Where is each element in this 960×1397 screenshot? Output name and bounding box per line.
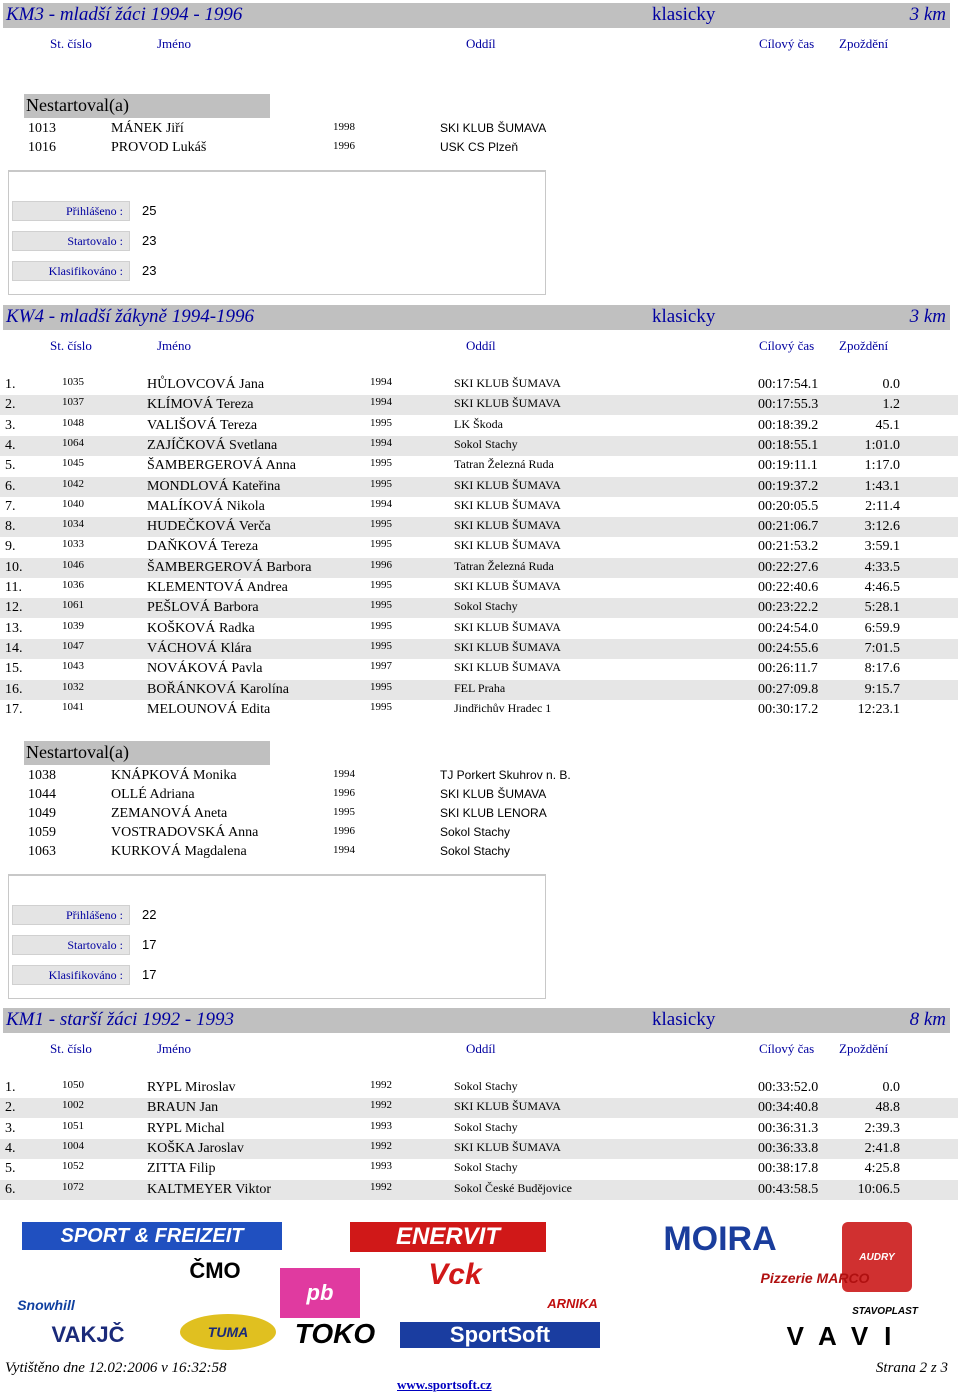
table-row bbox=[0, 619, 958, 639]
bib-number: 1033 bbox=[62, 538, 84, 551]
birth-year: 1994 bbox=[370, 436, 392, 449]
summary-row bbox=[12, 965, 532, 985]
birth-year: 1995 bbox=[333, 806, 355, 818]
table-row bbox=[0, 659, 958, 679]
bib-number: 1002 bbox=[62, 1099, 84, 1112]
athlete-name: KNÁPKOVÁ Monika bbox=[111, 768, 237, 783]
category-distance: 3 km bbox=[909, 306, 946, 327]
list-item bbox=[0, 767, 600, 786]
athlete-name: ŠAMBERGEROVÁ Anna bbox=[147, 458, 296, 474]
summary-value: 23 bbox=[142, 233, 157, 248]
athlete-name: RYPL Michal bbox=[147, 1120, 225, 1136]
sponsor-logo: TOKO bbox=[294, 1318, 376, 1349]
category-title: KW4 - mladší žákyně 1994-1996 bbox=[6, 306, 255, 327]
club-name: Sokol Stachy bbox=[454, 1119, 518, 1134]
result-position: 10. bbox=[5, 559, 23, 575]
bib-number: 1013 bbox=[28, 121, 56, 136]
birth-year: 1996 bbox=[333, 825, 355, 837]
sponsor-logo: VAVI bbox=[786, 1324, 908, 1348]
category-header-kw4 bbox=[3, 305, 950, 330]
col-diff: Zpoždění bbox=[839, 338, 889, 353]
finish-time: 00:23:22.2 bbox=[758, 600, 819, 616]
bib-number: 1040 bbox=[62, 497, 84, 510]
club-name: SKI KLUB ŠUMAVA bbox=[454, 497, 561, 512]
club-name: LK Škoda bbox=[454, 416, 503, 431]
athlete-name: NOVÁKOVÁ Pavla bbox=[147, 661, 263, 677]
finish-time: 00:20:05.5 bbox=[758, 498, 819, 514]
time-behind: 10:06.5 bbox=[857, 1181, 900, 1197]
sponsor-logo: STAVOPLAST bbox=[852, 1305, 918, 1317]
club-name: SKI KLUB ŠUMAVA bbox=[454, 1139, 561, 1154]
website-link[interactable]: www.sportsoft.cz bbox=[397, 1377, 492, 1392]
bib-number: 1045 bbox=[62, 457, 84, 470]
birth-year: 1995 bbox=[370, 457, 392, 470]
athlete-name: PROVOD Lukáš bbox=[111, 140, 207, 155]
category-style: klasicky bbox=[652, 1009, 716, 1030]
athlete-name: KOŠKA Jaroslav bbox=[147, 1140, 244, 1156]
bib-number: 1047 bbox=[62, 639, 84, 652]
club-name: Sokol České Budějovice bbox=[454, 1180, 572, 1195]
result-position: 1. bbox=[5, 377, 16, 392]
athlete-name: KALTMEYER Viktor bbox=[147, 1181, 271, 1197]
time-behind: 9:15.7 bbox=[864, 681, 900, 697]
summary-row bbox=[12, 231, 532, 251]
birth-year: 1995 bbox=[370, 680, 392, 693]
result-position: 7. bbox=[5, 498, 16, 514]
athlete-name: HUDEČKOVÁ Verča bbox=[147, 519, 271, 535]
table-row bbox=[0, 497, 958, 517]
athlete-name: VALIŠOVÁ Tereza bbox=[147, 417, 258, 433]
bib-number: 1049 bbox=[28, 806, 56, 821]
col-name: Jméno bbox=[157, 1041, 191, 1056]
club-name: SKI KLUB ŠUMAVA bbox=[440, 787, 547, 801]
column-headers bbox=[3, 1038, 950, 1058]
birth-year: 1994 bbox=[370, 497, 392, 510]
bib-number: 1041 bbox=[62, 700, 84, 713]
sponsor-logo: SportSoft bbox=[400, 1322, 600, 1348]
birth-year: 1995 bbox=[370, 538, 392, 551]
athlete-name: PEŠLOVÁ Barbora bbox=[147, 600, 259, 616]
birth-year: 1996 bbox=[370, 558, 392, 571]
table-row bbox=[0, 436, 958, 456]
athlete-name: RYPL Miroslav bbox=[147, 1080, 236, 1095]
table-row bbox=[0, 416, 958, 436]
col-num: St. číslo bbox=[50, 338, 92, 353]
birth-year: 1992 bbox=[370, 1099, 392, 1112]
result-position: 17. bbox=[5, 701, 23, 717]
col-diff: Zpoždění bbox=[839, 1041, 889, 1056]
table-row bbox=[0, 1119, 958, 1139]
birth-year: 1992 bbox=[370, 1180, 392, 1193]
birth-year: 1995 bbox=[370, 477, 392, 490]
athlete-name: ŠAMBERGEROVÁ Barbora bbox=[147, 559, 312, 575]
col-time: Cílový čas bbox=[759, 36, 815, 51]
club-name: FEL Praha bbox=[454, 680, 506, 695]
bib-number: 1063 bbox=[28, 844, 56, 859]
table-row bbox=[0, 1078, 958, 1098]
sponsor-logos bbox=[0, 1218, 960, 1353]
club-name: Sokol Stachy bbox=[454, 1079, 518, 1093]
table-row bbox=[0, 558, 958, 578]
club-name: Tatran Železná Ruda bbox=[454, 457, 554, 472]
table-row bbox=[0, 375, 958, 395]
result-position: 2. bbox=[5, 1100, 16, 1116]
athlete-name: KOŠKOVÁ Radka bbox=[147, 620, 255, 636]
result-position: 6. bbox=[5, 478, 16, 494]
club-name: Sokol Stachy bbox=[440, 825, 511, 839]
birth-year: 1994 bbox=[333, 768, 355, 780]
summary-value: 23 bbox=[142, 263, 157, 278]
sponsor-logo: MOIRA bbox=[663, 1222, 777, 1256]
athlete-name: KURKOVÁ Magdalena bbox=[111, 844, 247, 859]
time-behind: 1.2 bbox=[882, 397, 900, 413]
list-item bbox=[0, 843, 600, 862]
athlete-name: HŮLOVCOVÁ Jana bbox=[147, 377, 265, 392]
sponsor-logo: pb bbox=[280, 1268, 360, 1318]
col-club: Oddíl bbox=[466, 36, 496, 51]
birth-year: 1995 bbox=[370, 599, 392, 612]
athlete-name: ZAJÍČKOVÁ Svetlana bbox=[147, 437, 278, 453]
col-time: Cílový čas bbox=[759, 338, 815, 353]
page-number: Strana 2 z 3 bbox=[875, 1360, 948, 1376]
bib-number: 1043 bbox=[62, 660, 84, 673]
time-behind: 48.8 bbox=[875, 1100, 900, 1116]
finish-time: 00:17:54.1 bbox=[758, 377, 819, 392]
bib-number: 1044 bbox=[28, 787, 56, 802]
club-name: Sokol Stachy bbox=[454, 436, 518, 451]
result-position: 5. bbox=[5, 458, 16, 474]
result-position: 16. bbox=[5, 681, 23, 697]
table-row bbox=[0, 1139, 958, 1159]
table-row bbox=[0, 680, 958, 700]
time-behind: 0.0 bbox=[882, 377, 900, 392]
birth-year: 1998 bbox=[333, 121, 355, 133]
summary-row bbox=[12, 201, 532, 221]
bib-number: 1038 bbox=[28, 768, 56, 783]
birth-year: 1995 bbox=[370, 639, 392, 652]
athlete-name: MALÍKOVÁ Nikola bbox=[147, 498, 265, 514]
summary-label: Přihlášeno : bbox=[12, 201, 130, 221]
club-name: SKI KLUB ŠUMAVA bbox=[454, 1099, 561, 1114]
club-name: SKI KLUB ŠUMAVA bbox=[454, 376, 561, 390]
col-num: St. číslo bbox=[50, 36, 92, 51]
time-behind: 2:39.3 bbox=[864, 1120, 900, 1136]
sponsor-logo: ARNIKA bbox=[547, 1295, 598, 1311]
result-position: 4. bbox=[5, 437, 16, 453]
finish-time: 00:27:09.8 bbox=[758, 681, 819, 697]
birth-year: 1995 bbox=[370, 416, 392, 429]
time-behind: 1:43.1 bbox=[864, 478, 900, 494]
summary-row bbox=[12, 261, 532, 281]
result-position: 5. bbox=[5, 1161, 16, 1177]
time-behind: 4:33.5 bbox=[864, 559, 900, 575]
finish-time: 00:36:33.8 bbox=[758, 1140, 819, 1156]
list-item bbox=[0, 120, 600, 139]
result-position: 4. bbox=[5, 1140, 16, 1156]
birth-year: 1993 bbox=[370, 1119, 392, 1132]
table-row bbox=[0, 639, 958, 659]
birth-year: 1994 bbox=[370, 376, 392, 388]
birth-year: 1996 bbox=[333, 140, 355, 152]
sponsor-logo: AUDRY bbox=[842, 1222, 912, 1292]
time-behind: 45.1 bbox=[875, 417, 900, 433]
dns-title: Nestartoval(a) bbox=[24, 741, 270, 765]
summary-value: 17 bbox=[142, 937, 157, 952]
category-distance: 3 km bbox=[909, 4, 946, 25]
category-style: klasicky bbox=[652, 4, 716, 25]
category-style: klasicky bbox=[652, 306, 716, 327]
result-position: 8. bbox=[5, 519, 16, 535]
summary-label: Přihlášeno : bbox=[12, 905, 130, 925]
finish-time: 00:17:55.3 bbox=[758, 397, 819, 413]
birth-year: 1992 bbox=[370, 1139, 392, 1152]
print-date: Vytištěno dne 12.02:2006 v 16:32:58 bbox=[5, 1360, 227, 1376]
result-position: 15. bbox=[5, 661, 23, 677]
col-name: Jméno bbox=[157, 338, 191, 353]
time-behind: 7:01.5 bbox=[864, 640, 900, 656]
club-name: SKI KLUB ŠUMAVA bbox=[454, 660, 561, 675]
bib-number: 1046 bbox=[62, 558, 84, 571]
club-name: SKI KLUB ŠUMAVA bbox=[440, 121, 547, 135]
category-header-km3 bbox=[3, 3, 950, 28]
result-position: 12. bbox=[5, 600, 23, 616]
col-name: Jméno bbox=[157, 36, 191, 51]
summary-row bbox=[12, 905, 532, 925]
club-name: SKI KLUB ŠUMAVA bbox=[454, 518, 561, 533]
table-row bbox=[0, 456, 958, 476]
athlete-name: KLÍMOVÁ Tereza bbox=[147, 397, 254, 413]
time-behind: 6:59.9 bbox=[864, 620, 900, 636]
finish-time: 00:22:27.6 bbox=[758, 559, 819, 575]
time-behind: 1:01.0 bbox=[864, 437, 900, 453]
athlete-name: KLEMENTOVÁ Andrea bbox=[147, 580, 288, 595]
result-position: 9. bbox=[5, 539, 16, 555]
birth-year: 1994 bbox=[333, 844, 355, 856]
finish-time: 00:36:31.3 bbox=[758, 1120, 819, 1136]
birth-year: 1995 bbox=[370, 619, 392, 632]
result-position: 3. bbox=[5, 417, 16, 433]
result-position: 1. bbox=[5, 1080, 16, 1095]
category-title: KM1 - starší žáci 1992 - 1993 bbox=[6, 1009, 234, 1030]
athlete-name: VÁCHOVÁ Klára bbox=[147, 640, 252, 656]
bib-number: 1048 bbox=[62, 416, 84, 429]
finish-time: 00:19:11.1 bbox=[758, 458, 818, 474]
time-behind: 1:17.0 bbox=[864, 458, 900, 474]
birth-year: 1993 bbox=[370, 1160, 392, 1173]
result-position: 6. bbox=[5, 1181, 16, 1197]
athlete-name: DAŇKOVÁ Tereza bbox=[147, 539, 259, 555]
finish-time: 00:43:58.5 bbox=[758, 1181, 819, 1197]
bib-number: 1051 bbox=[62, 1119, 84, 1132]
list-item bbox=[0, 139, 600, 158]
sponsor-logo: TUMA bbox=[180, 1314, 276, 1350]
table-row bbox=[0, 517, 958, 537]
finish-time: 00:22:40.6 bbox=[758, 580, 819, 595]
time-behind: 12:23.1 bbox=[857, 701, 900, 717]
list-item bbox=[0, 824, 600, 843]
club-name: SKI KLUB ŠUMAVA bbox=[454, 477, 561, 492]
birth-year: 1996 bbox=[333, 787, 355, 799]
athlete-name: OLLÉ Adriana bbox=[111, 787, 195, 802]
finish-time: 00:33:52.0 bbox=[758, 1080, 819, 1095]
bib-number: 1042 bbox=[62, 477, 84, 490]
finish-time: 00:30:17.2 bbox=[758, 701, 819, 717]
result-position: 3. bbox=[5, 1120, 16, 1136]
finish-time: 00:24:54.0 bbox=[758, 620, 819, 636]
athlete-name: BOŘÁNKOVÁ Karolína bbox=[147, 681, 289, 697]
club-name: SKI KLUB ŠUMAVA bbox=[454, 639, 561, 654]
col-num: St. číslo bbox=[50, 1041, 92, 1056]
summary-row bbox=[12, 935, 532, 955]
bib-number: 1032 bbox=[62, 680, 84, 693]
table-row bbox=[0, 598, 958, 618]
bib-number: 1034 bbox=[62, 518, 84, 531]
bib-number: 1064 bbox=[62, 436, 84, 449]
table-row bbox=[0, 477, 958, 497]
bib-number: 1016 bbox=[28, 140, 56, 155]
club-name: Sokol Stachy bbox=[454, 1160, 518, 1175]
sponsor-logo: ČMO bbox=[189, 1258, 241, 1283]
bib-number: 1050 bbox=[62, 1079, 84, 1091]
category-title: KM3 - mladší žáci 1994 - 1996 bbox=[6, 4, 243, 25]
time-behind: 2:41.8 bbox=[864, 1140, 900, 1156]
col-time: Cílový čas bbox=[759, 1041, 815, 1056]
birth-year: 1995 bbox=[370, 579, 392, 591]
sponsor-logo: Pizzerie MARCO bbox=[760, 1270, 870, 1286]
bib-number: 1036 bbox=[62, 579, 84, 591]
column-headers bbox=[3, 335, 950, 355]
table-row bbox=[0, 700, 958, 720]
birth-year: 1997 bbox=[370, 660, 392, 673]
summary-value: 22 bbox=[142, 907, 157, 922]
birth-year: 1992 bbox=[370, 1079, 392, 1091]
dns-title: Nestartoval(a) bbox=[24, 94, 270, 118]
summary-value: 17 bbox=[142, 967, 157, 982]
time-behind: 4:25.8 bbox=[864, 1161, 900, 1177]
col-club: Oddíl bbox=[466, 1041, 496, 1056]
finish-time: 00:24:55.6 bbox=[758, 640, 819, 656]
sponsor-logo: VAKJČ bbox=[51, 1322, 125, 1347]
col-diff: Zpoždění bbox=[839, 36, 889, 51]
col-club: Oddíl bbox=[466, 338, 496, 353]
bib-number: 1037 bbox=[62, 396, 84, 409]
birth-year: 1995 bbox=[370, 700, 392, 713]
birth-year: 1995 bbox=[370, 518, 392, 531]
finish-time: 00:21:53.2 bbox=[758, 539, 819, 555]
table-row bbox=[0, 1180, 958, 1200]
time-behind: 0.0 bbox=[882, 1080, 900, 1095]
club-name: SKI KLUB ŠUMAVA bbox=[454, 579, 561, 593]
athlete-name: MELOUNOVÁ Edita bbox=[147, 701, 271, 717]
result-position: 11. bbox=[5, 580, 22, 595]
sponsor-logo: Snowhill bbox=[17, 1297, 75, 1313]
club-name: Tatran Železná Ruda bbox=[454, 558, 554, 573]
category-header-km1 bbox=[3, 1008, 950, 1033]
table-row bbox=[0, 578, 958, 598]
table-row bbox=[0, 395, 958, 415]
time-behind: 8:17.6 bbox=[864, 661, 900, 677]
list-item bbox=[0, 786, 600, 805]
summary-label: Klasifikováno : bbox=[12, 261, 130, 281]
athlete-name: MÁNEK Jiří bbox=[111, 121, 184, 136]
time-behind: 2:11.4 bbox=[865, 498, 900, 514]
club-name: Sokol Stachy bbox=[454, 599, 518, 614]
bib-number: 1059 bbox=[28, 825, 56, 840]
club-name: Sokol Stachy bbox=[440, 844, 511, 858]
sponsor-logo: SPORT & FREIZEIT bbox=[22, 1222, 282, 1250]
summary-label: Klasifikováno : bbox=[12, 965, 130, 985]
time-behind: 3:59.1 bbox=[864, 539, 900, 555]
club-name: SKI KLUB ŠUMAVA bbox=[454, 538, 561, 553]
result-position: 13. bbox=[5, 620, 23, 636]
finish-time: 00:19:37.2 bbox=[758, 478, 819, 494]
summary-label: Startovalo : bbox=[12, 231, 130, 251]
athlete-name: ZEMANOVÁ Aneta bbox=[111, 806, 228, 821]
sponsor-logo: ENERVIT bbox=[350, 1222, 546, 1252]
time-behind: 5:28.1 bbox=[864, 600, 900, 616]
club-name: SKI KLUB ŠUMAVA bbox=[454, 619, 561, 634]
table-row bbox=[0, 1159, 958, 1179]
time-behind: 3:12.6 bbox=[864, 519, 900, 535]
birth-year: 1994 bbox=[370, 396, 392, 409]
result-position: 2. bbox=[5, 397, 16, 413]
summary-value: 25 bbox=[142, 203, 157, 218]
finish-time: 00:18:39.2 bbox=[758, 417, 819, 433]
result-position: 14. bbox=[5, 640, 23, 656]
table-row bbox=[0, 1098, 958, 1118]
time-behind: 4:46.5 bbox=[864, 580, 900, 595]
summary-label: Startovalo : bbox=[12, 935, 130, 955]
table-row bbox=[0, 537, 958, 557]
club-name: TJ Porkert Skuhrov n. B. bbox=[440, 768, 571, 782]
athlete-name: ZITTA Filip bbox=[147, 1161, 216, 1177]
finish-time: 00:38:17.8 bbox=[758, 1161, 819, 1177]
bib-number: 1035 bbox=[62, 376, 84, 388]
bib-number: 1004 bbox=[62, 1139, 84, 1152]
finish-time: 00:26:11.7 bbox=[758, 661, 818, 677]
sponsor-logo: Vck bbox=[428, 1258, 482, 1291]
athlete-name: MONDLOVÁ Kateřina bbox=[147, 478, 281, 494]
list-item bbox=[0, 805, 600, 824]
column-headers bbox=[3, 33, 950, 53]
club-name: USK CS Plzeň bbox=[440, 140, 519, 154]
finish-time: 00:34:40.8 bbox=[758, 1100, 819, 1116]
bib-number: 1039 bbox=[62, 619, 84, 632]
finish-time: 00:18:55.1 bbox=[758, 437, 819, 453]
category-distance: 8 km bbox=[909, 1009, 946, 1030]
finish-time: 00:21:06.7 bbox=[758, 519, 819, 535]
club-name: SKI KLUB LENORA bbox=[440, 806, 547, 820]
bib-number: 1072 bbox=[62, 1180, 84, 1193]
athlete-name: BRAUN Jan bbox=[147, 1100, 219, 1116]
club-name: SKI KLUB ŠUMAVA bbox=[454, 396, 561, 411]
bib-number: 1061 bbox=[62, 599, 84, 612]
bib-number: 1052 bbox=[62, 1160, 84, 1173]
club-name: Jindřichův Hradec 1 bbox=[454, 700, 552, 715]
athlete-name: VOSTRADOVSKÁ Anna bbox=[111, 825, 259, 840]
